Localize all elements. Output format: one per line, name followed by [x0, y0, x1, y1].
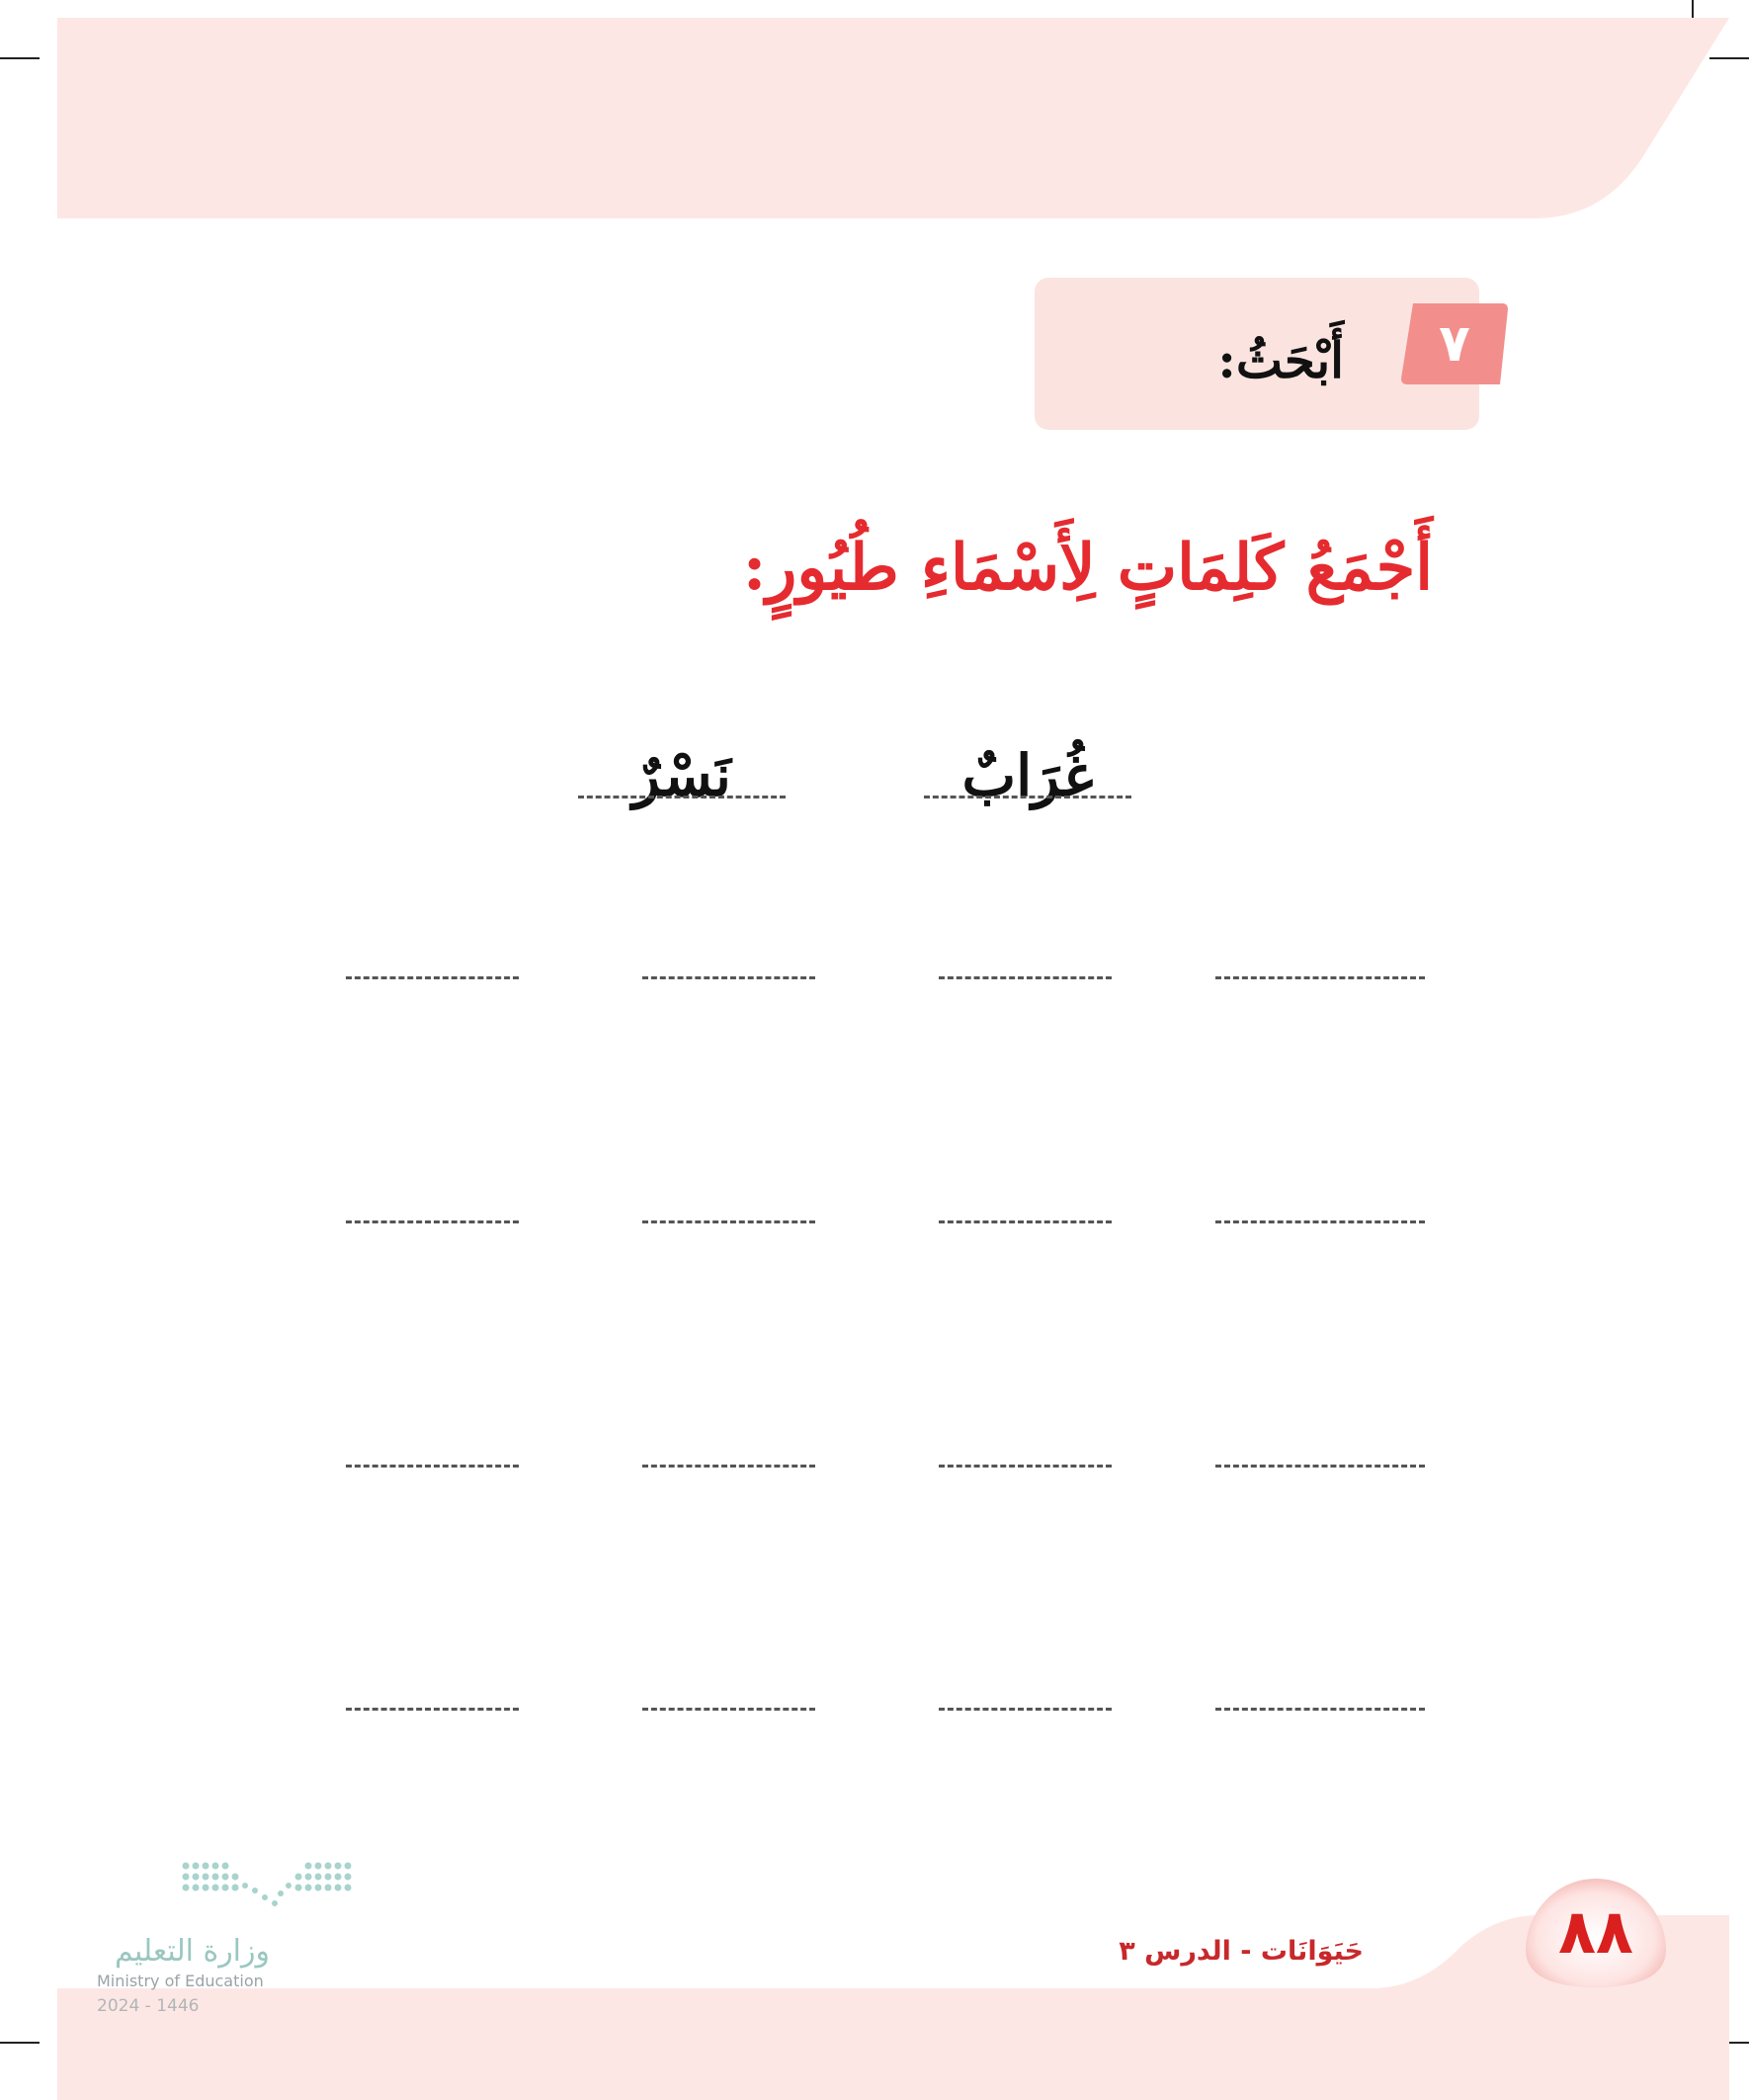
- page-number: ٨٨: [1558, 1895, 1633, 1968]
- example-answer-line: [578, 796, 786, 798]
- answer-line[interactable]: [1215, 1708, 1425, 1711]
- answer-line[interactable]: [1215, 1220, 1425, 1223]
- answer-line[interactable]: [346, 976, 519, 979]
- example-answer-line: [924, 796, 1131, 798]
- answer-line[interactable]: [642, 1220, 815, 1223]
- answer-line[interactable]: [939, 1465, 1112, 1468]
- crop-mark: [0, 2042, 40, 2044]
- answer-line[interactable]: [1215, 1465, 1425, 1468]
- ministry-name-arabic: وزارة التعليم: [114, 1934, 270, 1969]
- answer-line[interactable]: [939, 976, 1112, 979]
- section-number: ٧: [1439, 314, 1470, 374]
- footer-band: [57, 1907, 1729, 2100]
- answer-line[interactable]: [939, 1220, 1112, 1223]
- header-band: [57, 18, 1729, 218]
- answer-line[interactable]: [939, 1708, 1112, 1711]
- answer-line[interactable]: [346, 1708, 519, 1711]
- crop-mark: [0, 57, 40, 59]
- answer-line[interactable]: [346, 1465, 519, 1468]
- answer-line[interactable]: [642, 976, 815, 979]
- footer-lesson-title: حَيَوَانَات - الدرس ٣: [1119, 1936, 1364, 1967]
- section-title: أَبْحَثُ:: [1217, 331, 1344, 389]
- instruction-text: أَجْمَعُ كَلِمَاتٍ لِأَسْمَاءِ طُيُورٍ:: [742, 531, 1433, 605]
- edition-year: 2024 - 1446: [97, 1996, 200, 2016]
- ministry-logo-icon: [178, 1858, 356, 1919]
- example-word-crow: غُرَابٌ: [961, 742, 1094, 809]
- example-word-eagle: نَسْرٌ: [632, 742, 731, 809]
- answer-line[interactable]: [1215, 976, 1425, 979]
- ministry-name-english: Ministry of Education: [97, 1972, 264, 1990]
- answer-line[interactable]: [346, 1220, 519, 1223]
- answer-line[interactable]: [642, 1465, 815, 1468]
- answer-line[interactable]: [642, 1708, 815, 1711]
